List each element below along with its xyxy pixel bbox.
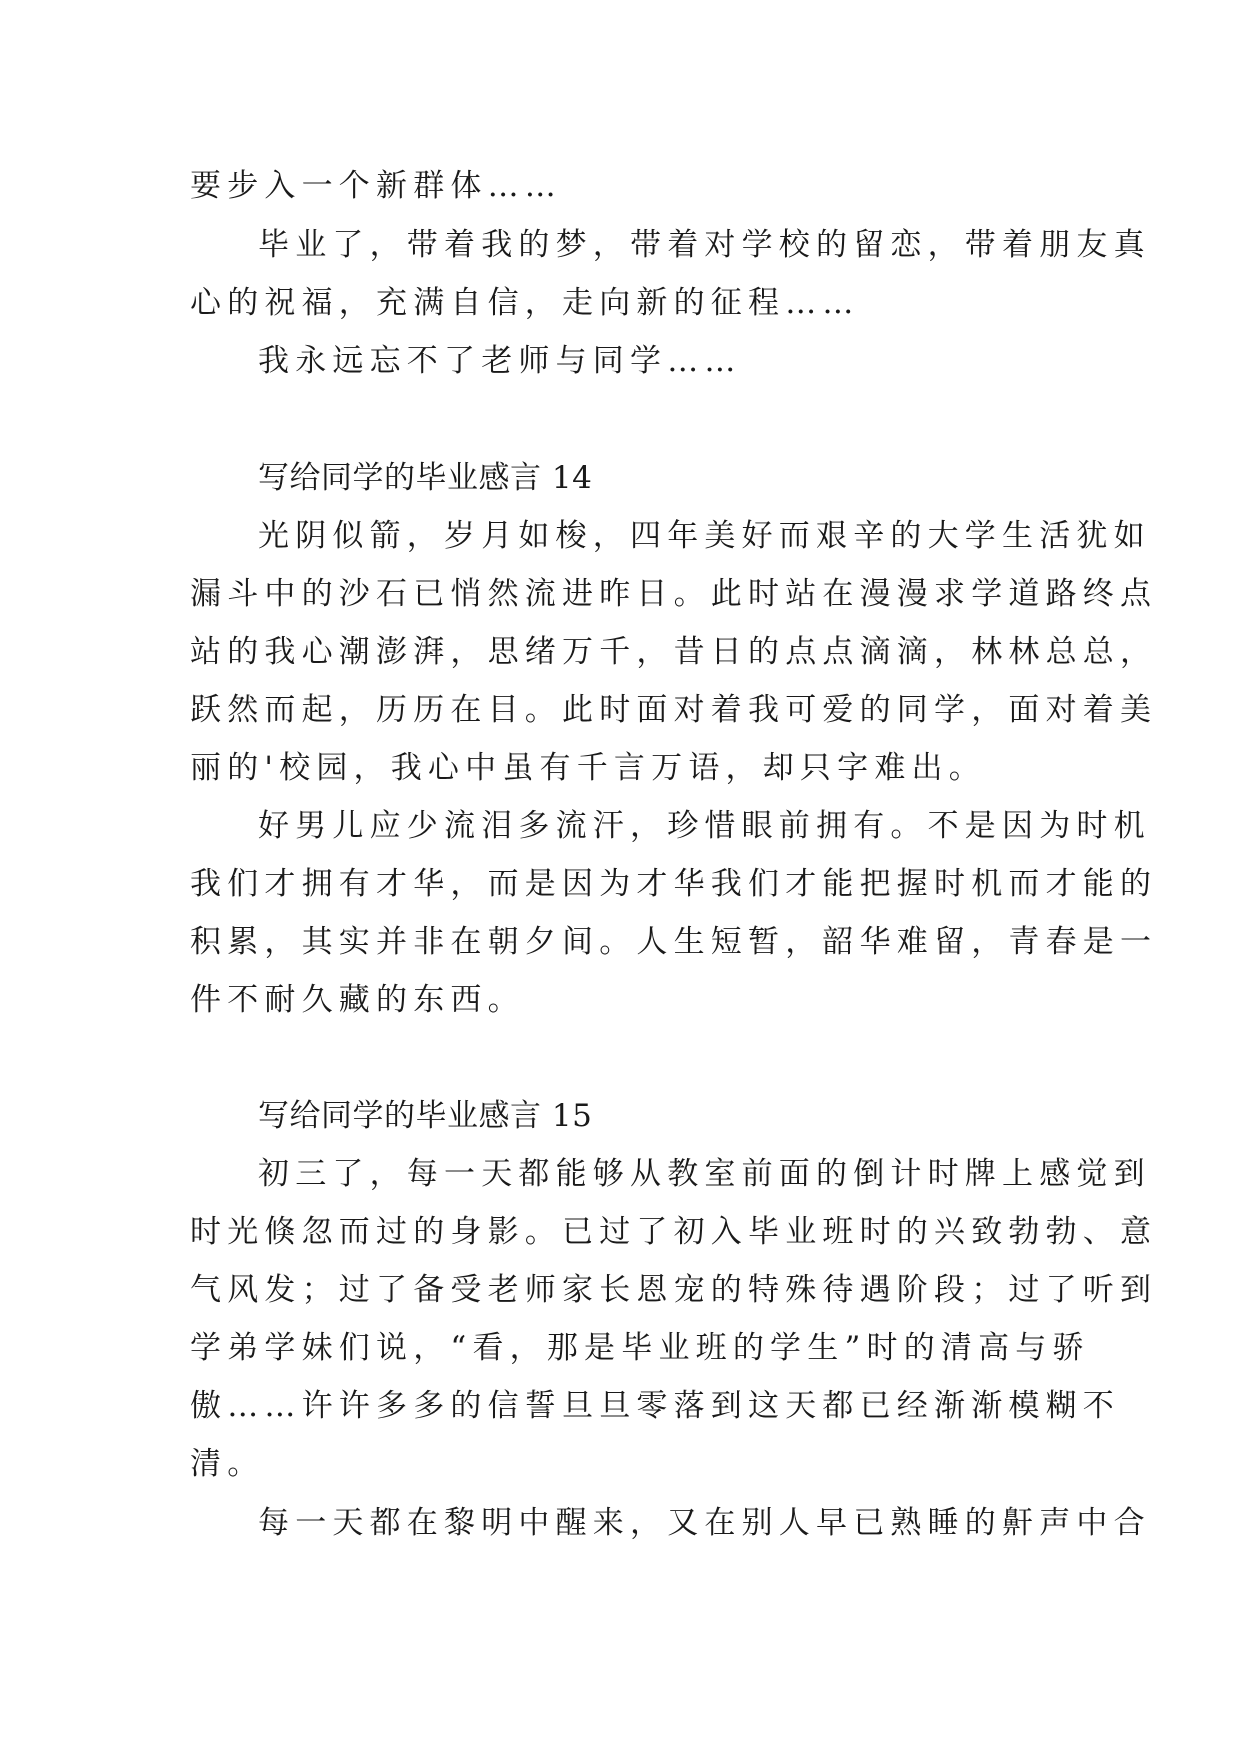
text-line: 站的我心潮澎湃，思绪万千，昔日的点点滴滴，林林总总， xyxy=(190,634,1158,670)
text-line: 漏斗中的沙石已悄然流进昨日。此时站在漫漫求学道路终点 xyxy=(190,576,1158,612)
text-line: 时光倏忽而过的身影。已过了初入毕业班时的兴致勃勃、意 xyxy=(190,1214,1158,1250)
text-line: 心的祝福，充满自信，走向新的征程…… xyxy=(190,285,860,321)
paragraph-first-line: 光阴似箭，岁月如梭，四年美好而艰辛的大学生活犹如 xyxy=(258,518,1151,554)
text-line: 积累，其实并非在朝夕间。人生短暂，韶华难留，青春是一 xyxy=(190,924,1158,960)
text-line: 跃然而起，历历在目。此时面对着我可爱的同学，面对着美 xyxy=(190,692,1158,728)
text-line: 气风发；过了备受老师家长恩宠的特殊待遇阶段；过了听到 xyxy=(190,1272,1158,1308)
text-line: 件不耐久藏的东西。 xyxy=(190,982,525,1018)
text-line: 清。 xyxy=(190,1446,265,1482)
paragraph-first-line: 每一天都在黎明中醒来，又在别人早已熟睡的鼾声中合 xyxy=(258,1505,1151,1541)
text-line: 学弟学妹们说，“看，那是毕业班的学生”时的清高与骄 xyxy=(190,1330,1090,1366)
text-line: 傲……许许多多的信誓旦旦零落到这天都已经渐渐模糊不 xyxy=(190,1388,1120,1424)
paragraph-first-line: 毕业了，带着我的梦，带着对学校的留恋，带着朋友真 xyxy=(258,227,1151,263)
section-heading: 写给同学的毕业感言 15 xyxy=(258,1098,593,1134)
paragraph-first-line: 初三了，每一天都能够从教室前面的倒计时牌上感觉到 xyxy=(258,1156,1151,1192)
section-heading: 写给同学的毕业感言 14 xyxy=(258,460,593,496)
text-line: 要步入一个新群体…… xyxy=(190,168,562,204)
paragraph-first-line: 好男儿应少流泪多流汗，珍惜眼前拥有。不是因为时机 xyxy=(258,808,1151,844)
text-line: 我们才拥有才华，而是因为才华我们才能把握时机而才能的 xyxy=(190,866,1158,902)
text-line: 丽的'校园，我心中虽有千言万语，却只字难出。 xyxy=(190,750,986,786)
paragraph-first-line: 我永远忘不了老师与同学…… xyxy=(258,343,742,379)
